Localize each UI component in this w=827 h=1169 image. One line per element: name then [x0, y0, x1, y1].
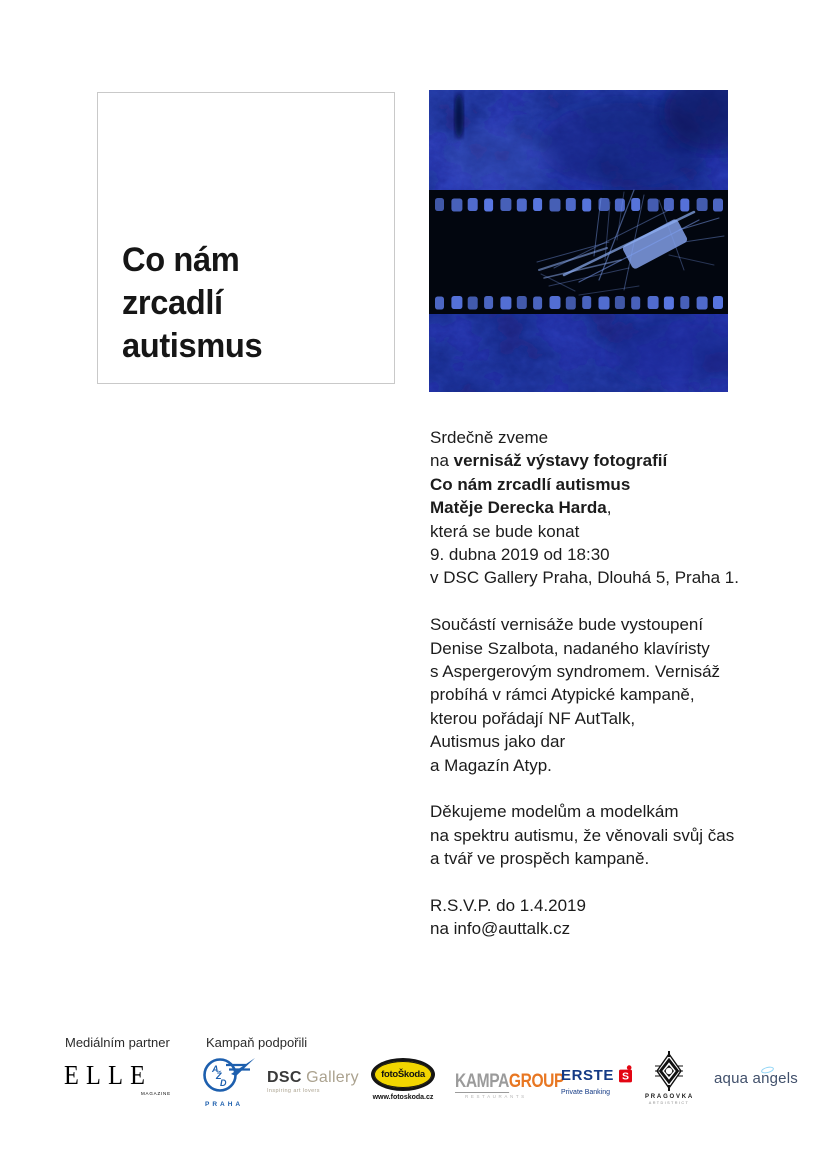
azd-praha-label: PRAHA — [205, 1101, 244, 1108]
pragovka-artdistrict-label: ARTDISTRICT — [648, 1101, 690, 1105]
pragovka-diamond-icon — [654, 1051, 684, 1091]
erste-private-banking-label: Private Banking — [561, 1089, 611, 1096]
erste-private-banking-logo — [561, 1065, 633, 1096]
exhibition-title — [122, 239, 262, 368]
aqua-angels-wordmark: aqua angels — [714, 1070, 798, 1087]
fotoskoda-logo — [370, 1058, 436, 1101]
invitation-paragraph: Srdečně zveme na vernisáž výstavy fotografií Co nám zrcadlí autismus Matěje Derecka Harda, která se bude konat 9. dubna 2019 od 18:30 v DSC Gallery Praha, Dlouhá 5, Praha 1. — [430, 428, 739, 588]
svg-text:S: S — [622, 1070, 630, 1083]
fotoskoda-oval-icon: fotoŠkoda — [371, 1058, 435, 1091]
invitation-paragraph: R.S.V.P. do 1.4.2019 na info@auttalk.cz — [430, 896, 586, 939]
pragovka-logo — [645, 1051, 693, 1105]
svg-text:A: A — [212, 1064, 219, 1074]
fotoskoda-url: www.fotoskoda.cz — [372, 1094, 434, 1101]
dsc-gallery-wordmark: DSC Gallery — [267, 1069, 359, 1086]
pragovka-wordmark: PRAGOVKA — [645, 1094, 695, 1100]
title-card — [97, 92, 395, 384]
title-line-2: zrcadlí — [122, 284, 223, 322]
film-strip-photo — [429, 90, 728, 392]
campaign-supporters-label: Kampaň podpořili — [206, 1035, 308, 1050]
azd-wing-icon — [202, 1056, 256, 1094]
svg-text:Ž: Ž — [216, 1071, 222, 1081]
svg-text:D: D — [220, 1078, 227, 1088]
elle-wordmark: ELLE — [64, 1060, 153, 1090]
erste-wordmark: ERSTE — [561, 1067, 615, 1084]
kampa-group-wordmark: KAMPAGROUP — [455, 1071, 565, 1092]
title-line-1: Co nám — [122, 241, 240, 279]
invitation-paragraph: Součástí vernisáže bude vystoupení Denise Szalbota, nadaného klavíristy s Aspergerovým syndromem. Vernisáž probíhá v rámci Atypické kampaně, kterou pořádají NF AutTalk, Autismus jako dar a Magazín Atyp. — [430, 615, 721, 775]
invitation-paragraph: Děkujeme modelům a modelkám na spektru autismu, že věnovali svůj čas a tvář ve prospěch kampaně. — [430, 802, 735, 869]
elle-logo — [64, 1060, 174, 1096]
dsc-gallery-tagline: Inspiring art lovers — [267, 1088, 320, 1094]
title-line-3: autismus — [122, 327, 263, 365]
aqua-angels-logo — [714, 1070, 798, 1088]
dsc-gallery-logo — [267, 1069, 359, 1094]
media-partner-label: Mediálním partner — [65, 1035, 170, 1050]
azd-praha-logo — [202, 1056, 258, 1108]
kampa-restaurants-label: RESTAURANTS — [465, 1094, 527, 1099]
elle-magazine-label: MAGAZINE — [141, 1091, 171, 1096]
sparkasse-s-icon — [618, 1065, 633, 1088]
invitation-text — [430, 426, 739, 941]
film-strip-graphic — [429, 90, 728, 392]
